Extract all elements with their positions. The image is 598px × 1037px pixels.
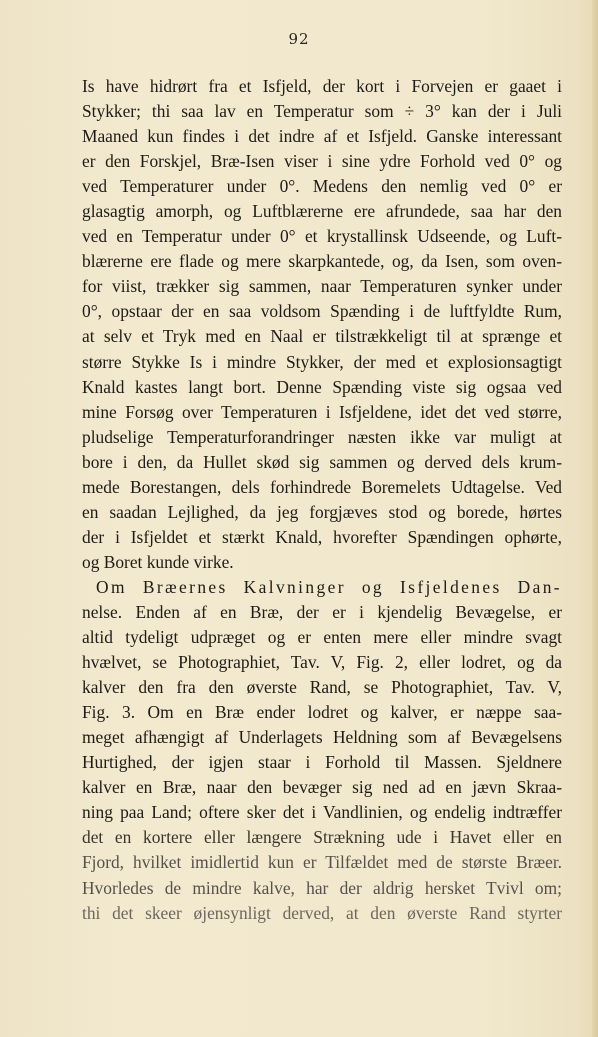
text-line: en saadan Lejlighed, da jeg forgjæves stod og borede, hørtes <box>82 501 562 522</box>
text-line: bore i den, da Hullet skød sig sammen og derved dels krum- <box>82 451 562 472</box>
text-line: meget afhængigt af Underlagets Heldning som af Bevægelsens <box>82 727 562 748</box>
text-line: altid tydeligt udpræget og er enten mere eller mindre svagt <box>82 627 562 648</box>
text-line: blærerne ere flade og mere skarpkantede, og, da Isen, som oven- <box>82 251 562 272</box>
text-line: nelse. Enden af en Bræ, der er i kjendelig Bevægelse, er <box>82 601 562 622</box>
text-line: ved en Temperatur under 0° et krystallinsk Udseende, og Luft- <box>82 226 562 247</box>
page-number: 92 <box>288 30 310 48</box>
text-line: Maaned kun findes i det indre af et Isfjeld. Ganske interessant <box>82 126 562 147</box>
text-line: ved Temperaturer under 0°. Medens den nemlig ved 0° er <box>82 176 562 197</box>
page-edge <box>592 0 598 1037</box>
text-line: ning paa Land; oftere sker det i Vandlinien, og endelig indtræffer <box>82 802 562 823</box>
text-line: og Boret kunde virke. <box>82 551 234 572</box>
text-line: det en kortere eller længere Strækning ude i Havet eller en <box>82 827 562 848</box>
text-line: Knald kastes langt bort. Denne Spænding viste sig ogsaa ved <box>82 376 562 397</box>
text-line: Hurtighed, der igjen staar i Forhold til Massen. Sjeldnere <box>82 752 562 773</box>
text-line: Stykker; thi saa lav en Temperatur som ÷ 3° kan der i Juli <box>82 101 562 122</box>
text-line: for viist, trækker sig sammen, naar Temperaturen synker under <box>82 276 562 297</box>
text-line: Fig. 3. Om en Bræ ender lodret og kalver, er næppe saa- <box>82 702 562 723</box>
text-line: kalver den fra den øverste Rand, se Photographiet, Tav. V, <box>82 677 562 698</box>
text-line: thi det skeer øjensynligt derved, at den øverste Rand styrter <box>82 902 562 923</box>
text-line: mine Forsøg over Temperaturen i Isfjeldene, idet det ved større, <box>82 401 562 422</box>
text-line: er den Forskjel, Bræ-Isen viser i sine ydre Forhold ved 0° og <box>82 151 562 172</box>
text-line: mede Borestangen, dels forhindrede Boremelets Udtagelse. Ved <box>82 476 562 497</box>
text-line: glasagtig amorph, og Luftblærerne ere afrundede, saa har den <box>82 201 562 222</box>
text-line: større Stykke Is i mindre Stykker, der med et explosionsagtigt <box>82 351 562 372</box>
text-line: Is have hidrørt fra et Isfjeld, der kort i Forvejen er gaaet i <box>82 76 562 96</box>
text-line: kalver en Bræ, naar den bevæger sig ned ad en jævn Skraa- <box>82 777 562 798</box>
body-text <box>82 74 562 926</box>
text-line: at selv et Tryk med en Naal er tilstrækkeligt til at sprænge et <box>82 326 562 347</box>
text-line: hvælvet, se Photographiet, Tav. V, Fig. 2, eller lodret, og da <box>82 652 562 673</box>
text-line: der i Isfjeldet et stærkt Knald, hvorefter Spændingen ophørte, <box>82 526 562 547</box>
text-line: 0°, opstaar der en saa voldsom Spænding i de luftfyldte Rum, <box>82 301 562 322</box>
text-line: Fjord, hvilket imidlertid kun er Tilfældet med de største Bræer. <box>82 852 562 873</box>
text-line: Hvorledes de mindre kalve, har der aldrig hersket Tvivl om; <box>82 877 562 898</box>
section-heading: Om Bræernes Kalvninger og Isfjeldenes Dan- <box>96 576 562 597</box>
text-line: pludselige Temperaturforandringer næsten ikke var muligt at <box>82 426 562 447</box>
